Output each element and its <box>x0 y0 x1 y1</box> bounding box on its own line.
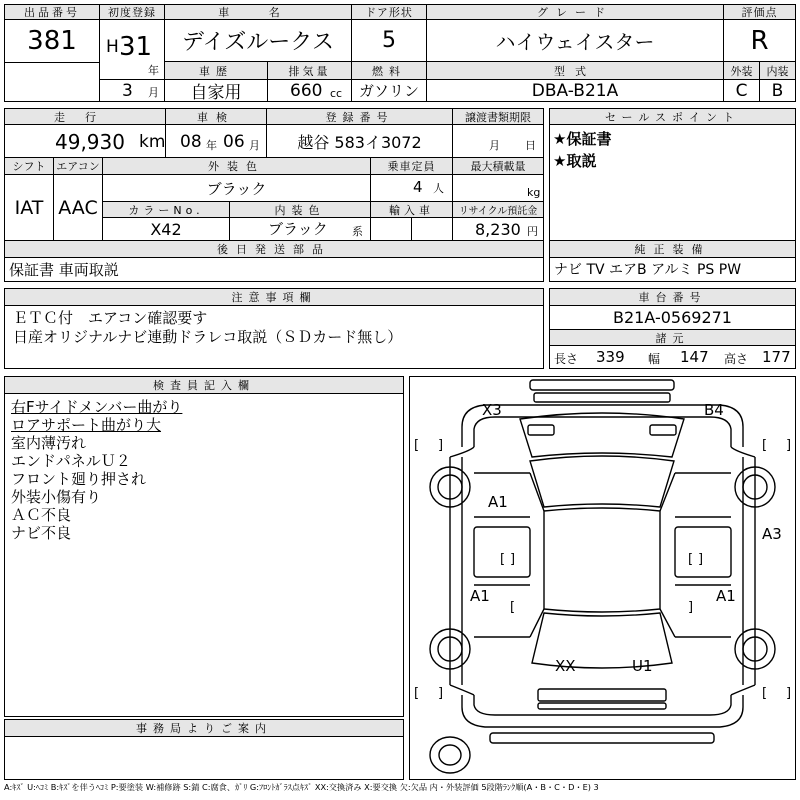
svg-text:]: ] <box>510 552 516 567</box>
svg-text:[: [ <box>500 552 506 567</box>
capacity-cell <box>370 174 453 202</box>
genuine-equipment: ナビ TV エアB アルミ PS PW <box>554 262 742 278</box>
mileage-cell <box>4 124 166 158</box>
exterior-color: ブラック <box>102 174 371 202</box>
interior-color-header: 内装色 <box>229 201 371 218</box>
fuel: ガソリン <box>351 79 427 102</box>
transfer-month-unit: 月 <box>489 139 500 152</box>
genuine-equipment-header: 純正装備 <box>549 240 796 258</box>
inspection-line-8: ナビ不良 <box>11 524 72 542</box>
svg-text:[: [ <box>762 686 768 701</box>
registration-number-header: 登録番号 <box>266 108 453 125</box>
inspection-month: 06 <box>223 132 245 152</box>
length-label: 長さ <box>554 352 579 366</box>
mark-a1-right-rear: A1 <box>716 587 736 605</box>
model-code: DBA-B21A <box>426 79 724 102</box>
inspection-line-7: ＡＣ不良 <box>11 506 72 524</box>
first-registration-header: 初度登録 <box>99 4 165 20</box>
mark-x3: X3 <box>482 401 502 419</box>
history-header: 車歴 <box>164 61 268 80</box>
inspection-line-4: エンドパネルＵ２ <box>11 452 131 470</box>
recycle-cell <box>452 217 544 241</box>
lot-number: 381 <box>4 19 100 63</box>
registration-month: 3 <box>122 81 133 101</box>
grade: ハイウェイスター <box>426 19 724 62</box>
grade-header: グレード <box>426 4 724 20</box>
door-type-header: ドア形状 <box>351 4 427 20</box>
inspector-notes-header: 検査員記入欄 <box>4 376 404 394</box>
month-unit: 月 <box>148 86 159 99</box>
max-load-header: 最大積載量 <box>452 157 544 175</box>
interior-color: ブラック <box>268 220 328 238</box>
era-letter: H <box>106 37 119 57</box>
svg-text:]: ] <box>786 438 792 453</box>
later-parts-box <box>4 257 544 282</box>
svg-text:[: [ <box>762 438 768 453</box>
car-damage-diagram <box>410 377 795 779</box>
interior-grade: B <box>759 79 796 102</box>
selling-point-1: ★保証書 <box>553 130 612 148</box>
displacement: 660 <box>290 81 323 101</box>
inspection-line-5: フロント廻り押され <box>11 470 147 488</box>
svg-text:]: ] <box>688 600 694 615</box>
svg-text:]: ] <box>698 552 704 567</box>
capacity-unit: 人 <box>433 182 444 195</box>
svg-text:[: [ <box>688 552 694 567</box>
displacement-header: 排気量 <box>267 61 352 80</box>
mileage-header: 走行 <box>4 108 166 125</box>
score-header: 評価点 <box>723 4 796 20</box>
max-load-unit: kg <box>527 186 541 199</box>
genuine-equipment-box <box>549 257 796 282</box>
exterior-grade-header: 外装 <box>723 61 760 80</box>
svg-text:[: [ <box>510 600 516 615</box>
legend-footer: A:ｷｽﾞ U:ﾍｺﾐ B:ｷｽﾞを伴うﾍｺﾐ P:要塗装 W:補修跡 S:錆 C:腐食、ｶﾞﾘ G:ﾌﾛﾝﾄｶﾞﾗｽ点ｷｽﾞ XX:交換済み X:要交換 欠:欠品 内・外装評価 5段階ﾗﾝｸ順(A・B・C・D・E) 3 <box>4 782 599 792</box>
svg-text:]: ] <box>786 686 792 701</box>
aircon-header: エアコン <box>53 157 103 175</box>
selling-points-header: セールスポイント <box>549 108 796 125</box>
caution-line-1: ＥＴＣ付 エアコン確認要す <box>13 309 208 327</box>
displacement-cell <box>267 79 352 102</box>
recycle-unit: 円 <box>527 225 538 238</box>
inspection-expiry-cell <box>165 124 267 158</box>
capacity-header: 乗車定員 <box>370 157 453 175</box>
height-label: 高さ <box>724 352 749 366</box>
car-name: デイズルークス <box>164 19 352 62</box>
capacity: 4 <box>413 178 423 196</box>
car-name-header: 車 名 <box>164 4 352 20</box>
inspection-year-unit: 年 <box>206 139 217 152</box>
mileage-unit: km <box>139 132 166 152</box>
width-label: 幅 <box>648 352 661 366</box>
later-parts-header: 後日発送部品 <box>4 240 544 258</box>
import-cell-b <box>411 217 453 241</box>
selling-point-2: ★取説 <box>553 152 597 170</box>
height-value: 177 <box>762 348 791 366</box>
model-header: 型式 <box>426 61 724 80</box>
mark-a1-left-rear: A1 <box>470 587 490 605</box>
mark-a1-left-front: A1 <box>488 493 508 511</box>
color-number: X42 <box>102 217 230 241</box>
specs-header: 諸元 <box>549 329 796 346</box>
office-notice-header: 事務局よりご案内 <box>4 719 404 737</box>
door-count: 5 <box>351 19 427 62</box>
svg-text:[: [ <box>414 438 420 453</box>
length-value: 339 <box>596 348 625 366</box>
caution-box <box>4 305 544 369</box>
inspection-line-2: ロアサポート曲がり大 <box>11 416 162 434</box>
registration-year: 31 <box>119 32 153 62</box>
inspector-notes-box <box>4 393 404 717</box>
inspection-line-6: 外装小傷有り <box>11 488 102 506</box>
color-number-header: カラーNo. <box>102 201 230 218</box>
office-notice-box <box>4 736 404 780</box>
shift-header: シフト <box>4 157 54 175</box>
later-parts: 保証書 車両取説 <box>9 261 119 279</box>
exterior-color-header: 外装色 <box>102 157 371 175</box>
width-value: 147 <box>680 348 709 366</box>
overall-score: R <box>723 19 796 62</box>
recycle-header: リサイクル預託金 <box>452 201 544 218</box>
selling-points-box <box>549 124 796 241</box>
interior-grade-header: 内装 <box>759 61 796 80</box>
chassis-number-header: 車台番号 <box>549 288 796 306</box>
inspection-expiry-header: 車検 <box>165 108 267 125</box>
exterior-grade: C <box>723 79 760 102</box>
transfer-day-unit: 日 <box>525 139 536 152</box>
inspection-year: 08 <box>180 132 202 152</box>
transfer-docs-header: 譲渡書類期限 <box>452 108 544 125</box>
inspection-line-3: 室内薄汚れ <box>11 434 87 452</box>
import-cell-a <box>370 217 412 241</box>
caution-header: 注意事項欄 <box>4 288 544 306</box>
history: 自家用 <box>164 79 268 102</box>
displacement-unit: cc <box>330 87 343 100</box>
mark-b4: B4 <box>704 401 724 419</box>
import-header: 輸入車 <box>370 201 453 218</box>
first-registration-month-cell <box>99 79 165 102</box>
svg-text:]: ] <box>438 438 444 453</box>
caution-line-2: 日産オリジナルナビ連動ドラレコ取説（ＳＤカード無し） <box>13 328 403 346</box>
interior-color-cell <box>229 217 371 241</box>
recycle-deposit: 8,230 <box>475 220 521 239</box>
mileage: 49,930 <box>55 130 125 154</box>
specs-box <box>549 345 796 369</box>
car-diagram-box <box>409 376 796 780</box>
lot-number-header: 出品番号 <box>4 4 100 20</box>
inspection-month-unit: 月 <box>249 139 260 152</box>
transfer-docs-cell <box>452 124 544 158</box>
mark-xx-rear: XX <box>555 657 576 675</box>
max-load-cell <box>452 174 544 202</box>
chassis-number: B21A-0569271 <box>549 305 796 330</box>
svg-text:[: [ <box>414 686 420 701</box>
mark-u1-rear: U1 <box>632 657 653 675</box>
svg-text:]: ] <box>438 686 444 701</box>
fuel-header: 燃料 <box>351 61 427 80</box>
shift-type: IAT <box>4 174 54 241</box>
mark-a3-right: A3 <box>762 525 782 543</box>
inspection-line-1: 右Fサイドメンバー曲がり <box>11 398 183 416</box>
aircon-type: AAC <box>53 174 103 241</box>
year-unit: 年 <box>148 64 159 77</box>
first-registration-year-cell <box>99 19 165 80</box>
lot-number-blank <box>4 62 100 102</box>
registration-number: 越谷 583イ3072 <box>266 124 453 158</box>
interior-color-unit: 系 <box>352 225 363 238</box>
